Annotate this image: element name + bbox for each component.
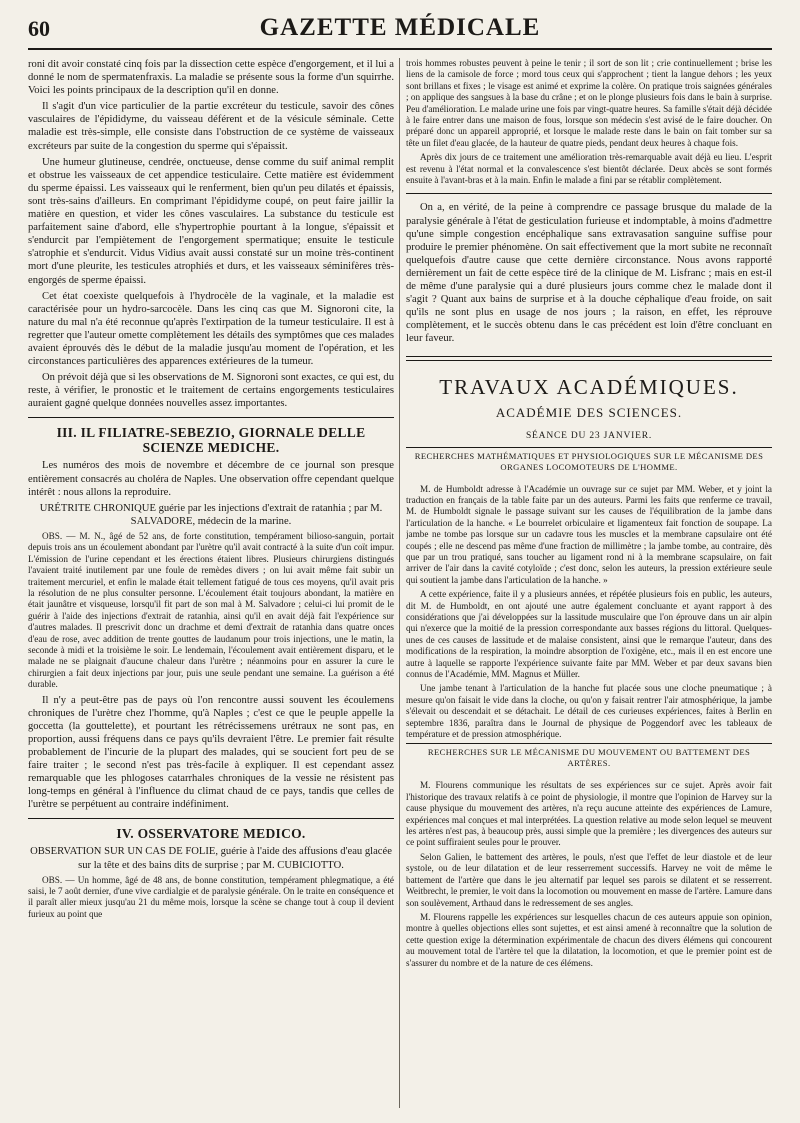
paragraph: Une humeur glutineuse, cendrée, onctueuse, dense comme du suif animal remplit et obstrue les vaisseaux de cet appendice testiculaire. Cette matière est évidemment du sperme épaissi. Les vaisseaux qui le renferment, bien qu'un peu dilatés et épaissis, sont très-sains d'ailleurs. En comprimant l'épididyme coupé, on peut faire jaillir la matière en question, et vider les cônes vasculaires. La substance du testicule est parfaitement saine d'abord, elle s'hypertrophie pourtant à la longue, s'épaissit et s'endurcit par l'empiètement de l'engorgement spermatique; ensuite le testicule s'atrophie et s'endurcit. Vidus Vidius avait aussi constaté sur un moine très-continent mort d'une pleurite, les testicules atrophiés et durs, et les vaisseaux séminifères très-engorgés de sperme épaissi. [28, 156, 394, 286]
section-heading: IV. OSSERVATORE MEDICO. [116, 826, 306, 842]
session-date: SÉANCE DU 23 JANVIER. [525, 430, 653, 441]
right-column [406, 58, 772, 1118]
section-divider [28, 417, 394, 418]
journal-title: GAZETTE MÉDICALE [259, 14, 541, 41]
section-divider [406, 356, 772, 361]
section-title: TRAVAUX ACADÉMIQUES. [439, 374, 739, 399]
section-divider [28, 818, 394, 819]
observation-text: Après dix jours de ce traitement une amélioration très-remarquable avait déjà eu lieu. L'esprit est revenu à l'état normal et la convalescence s'est bientôt déclarée. Deux abcès se sont formés ensuite à l'avant-bras et à la main. Enfin le malade a fini par se rétablir complètement. [406, 152, 772, 186]
research-heading: RECHERCHES SUR LE MÉCANISME DU MOUVEMENT OU BATTEMENT DES ARTÈRES. [406, 743, 772, 772]
article-heading: URÉTRITE CHRONIQUE guérie par les injections d'extrait de ratanhia ; par M. SALVADORE, médecin de la marine. [39, 502, 383, 527]
paragraph: On a, en vérité, de la peine à comprendre ce passage brusque du malade de la paralysie générale à l'état de gesticulation furieuse et indomptable, à moins d'admettre qu'une simple congestion encéphalique sans extravasation sanguine suffise pour produire le premier phénomène. On sait effectivement que la mort subite ne reconnaît quelquefois d'autre cause que cette dernière circonstance. Nous avons rapporté dernièrement un fait de cette espèce tiré de la clinique de M. Lisfranc ; mais en est-il de même d'une paralysie qui a duré plusieurs jours comme chez le malade dont il s'agit ? Quant aux bains de surprise et à la douche céphalique d'eau froide, on sait qu'ils ne sont plus en usage de nos jours ; la raison, en effet, les réprouve complètement, et le succès obtenu dans le cas précédent est loin d'être concluant en leur faveur. [406, 202, 772, 345]
left-column [28, 58, 394, 1118]
paragraph: M. Flourens rappelle les expériences sur lesquelles chacun de ces auteurs appuie son opinion, montre à quelles objections elles sont sujettes, et est ainsi amené à reconnaître que la solution de cette question exige la détermination expérimentale de chacun des divers élémens qui concourent au mouvement total de l'artère tel que la dilatation, la locomotion, et que le premier point est de s'assurer du nombre et de la nature de ces élémens. [406, 911, 772, 968]
page-header [28, 14, 772, 50]
paragraph: Cet état coexiste quelquefois à l'hydrocèle de la vaginale, et la maladie est caractérisée pour un hydro-sarcocèle. Dans les cinq cas que M. Signoroni cite, la nature du mal n'a été reconnue qu'après l'extirpation de la tumeur testiculaire. Il est à regretter que l'auteur omette complètement les détails des symptômes que ces malades avaient éprouvés dès le début de la maladie jusqu'au moment de l'opération, et les circonstances particulières des apparences extérieures de la tumeur. [28, 290, 394, 368]
column-divider [399, 58, 400, 1108]
paragraph: Une jambe tenant à l'articulation de la hanche fut placée sous une cloche pneumatique ; à mesure qu'on faisait le vide dans la cloche, ou qu'on y faisait rentrer l'air atmosphérique, la jambe s'élevait ou descendait et se détachait. Le détail de ces curieuses expériences, faites à Berlin en septembre 1836, paraîtra dans le Journal de physique de Poggendorf avec les tableaux de température et de pression atmosphérique. [406, 683, 772, 740]
paragraph: M. de Humboldt adresse à l'Académie un ouvrage sur ce sujet par MM. Weber, et y joint la traduction en français de la table faite par un des auteurs. Parmi les faits que renferme ce travail, M. de Humboldt signale le passage suivant sur les causes de l'équilibration de la jambe dans l'articulation de la hanche. « Le bourrelet orbiculaire et ligamenteux fait fonction de soupape. La jambe ne tombe pas lorsque sur un cadavre tous les muscles et la membrane capsulaire ont été coupés ; elle ne descend pas même d'une fraction de millimètre ; la jambe tombe, au contraire, dès que par un trou pratiqué, sans toucher au ligament rond ni à la membrane scapsulaire, on fait arriver de l'air dans la cavité cotyloïde ; c'est donc, selon les auteurs, la pression extérieure seule qui soutient la jambe dans l'articulation de la hanche. » [406, 483, 772, 585]
observation-text: OBS. — M. N., âgé de 52 ans, de forte constitution, tempérament bilioso-sanguin, portait depuis trois ans un écoulement abondant par l'urètre qu'il avait contracté à la suite d'un coït impur. L'émission de l'urine cependant et les érections étaient libres. Plusieurs chirurgiens distingués l'avaient traité inutilement par une foule de remèdes divers ; on lui avait même fait subir un traitement mercuriel, et enfin le malade était tellement fatigué de tous ces moyens, qu'il avait pris la résolution de ne plus consulter personne. L'écoulement était toujours abondant, la matière en était jaunâtre et visqueuse, lorsqu'il fit part de son mal à M. Salvadore ; celui-ci lui promit de le guérir à l'aide des injections d'extrait de ratanhia, ainsi qu'il en avait déjà fait l'expérience sur d'autres malades. Il prescrivit donc un drachme et demi d'extrait de ratanhia dans quatre onces d'eau de rose, avec addition de trente gouttes de laudanum pour trois injections, une le matin, la seconde à midi et la troisième le soir. Le lendemain, l'écoulement avait entièrement disparu, et le malade ne se plaignait d'aucune chaleur dans l'urètre ; néanmoins pour en assurer la cure le chirurgien a fait deux injections par jour, puis une seule pendant une semaine. La guérison a été durable. [28, 530, 394, 690]
observation-text: OBS. — Un homme, âgé de 48 ans, de bonne constitution, tempérament phlegmatique, a été saisi, le 7 août dernier, d'une vive cardialgie et de paralysie générale. On le traite en conséquence et il paraît aller mieux jusqu'au 21 du même mois, lorsque la scène se change tout à coup il devient furieux au point que [28, 874, 394, 919]
section-heading: III. IL FILIATRE-SEBEZIO, GIORNALE DELLE SCIENZE MEDICHE. [56, 425, 366, 456]
observation-text: trois hommes robustes peuvent à peine le tenir ; il sort de son lit ; crie continuellement ; brise les liens de la camisole de force ; mord tous ceux qui s'approchent ; tient la langue dehors ; les yeux sont brillans et fixes ; le visage est animé et exprime la colère. On pratique trois saignées générales ; on applique des sangsues à la base du crâne ; et on le plonge plusieurs fois dans le bain à surprise. Peu d'amélioration. Le malade urine une fois par vingt-quatre heures. Sa famille s'était déjà décidée à le faire entrer dans une maison de fous, lorsque son médecin s'est avisé de le faire doucher. On préparé donc un appareil approprié, et lorsque le malade reste dans le bain on fait tomber sur sa tête un filet d'eau glacée, de la hauteur de quatre pieds, pendant deux heures à chaque fois. [406, 58, 772, 148]
paragraph: A cette expérience, faite il y a plusieurs années, et répétée plusieurs fois en public, les auteurs, dit M. de Humboldt, en ont ajouté une autre également concluante et ayant rapport à des considérations que j'ai développées sur la lassitude musculaire que l'on éprouve dans un air alpin qui n'exerce que la moitié de la pression correspondante aux basses régions du littoral. Quelques-unes de ces causes de lassitude et de malaise consistent, ainsi que le remarque l'auteur, dans des modifications de la respiration, la moindre absorption de l'oxigène, etc., mais il en est encore une autre à laquelle se rapporte l'expérience suivante faite par MM. Weber et par deux savans bien connus de l'Académie, MM. Magnus et Müller. [406, 589, 772, 679]
paragraph: Selon Galien, le battement des artères, le pouls, n'est que l'effet de leur diastole et de leur systole, ou de leur dilatation et de leur resserrement successifs. Harvey ne voit de même le battement de l'artère que dans le jeu alternatif par lequel ses parois se dilatent et se resserrent. Weitbrecht, le premier, le voit dans la locomotion ou mouvement en masse de l'artère. Lamure dans son soulèvement, Arthaud dans le redressement de ses angles. [406, 851, 772, 908]
paragraph: Il s'agit d'un vice particulier de la partie excréteur du testicule, savoir des cônes vasculaires de l'épididyme, du vaisseau déférent et de la vésicule séminale. Cette maladie est très-simple, elle consiste dans l'obstruction de ce système de vaisseaux excréteurs par suite de la congestion du sperme qui s'épaissit. [28, 101, 394, 152]
research-heading: RECHERCHES MATHÉMATIQUES ET PHYSIOLOGIQUES SUR LE MÉCANISME DES ORGANES LOCOMOTEURS DE L'HOMME. [406, 447, 772, 476]
paragraph: roni dit avoir constaté cinq fois par la dissection cette espèce d'engorgement, et il lui a donné le nom de spermatenfraxis. La maladie se présente sous la forme d'un squirrhe. Voici les points principaux de la description qu'il en donne. [28, 59, 394, 97]
academy-heading: ACADÉMIE DES SCIENCES. [495, 404, 683, 420]
paragraph: Les numéros des mois de novembre et décembre de ce journal son presque entièrement consacrés au choléra de Naples. Une observation offre cependant quelque intérêt : nous allons la reproduire. [28, 460, 394, 498]
section-divider [406, 193, 772, 194]
page-number: 60 [28, 16, 50, 41]
article-heading: OBSERVATION SUR UN CAS DE FOLIE, guérie à l'aide des affusions d'eau glacée sur la tête et des bains dits de surprise ; par M. CUBICIOTTO. [30, 846, 392, 871]
paragraph: On prévoit déjà que si les observations de M. Signoroni sont exactes, ce qui est, du reste, à vérifier, le pronostic et le traitement de certains engorgements testiculaires auraient gagné quelque données nouvelles assez importantes. [28, 372, 394, 410]
paragraph: Il n'y a peut-être pas de pays où l'on rencontre aussi souvent les écoulemens chroniques de l'urètre chez l'homme, qu'à Naples ; c'est ce que le peuple appelle la goccetta (la gouttelette), et pourtant les rétrécissemens urétraux ne sont pas, en proportion, aussi fréquens dans ce pays qu'ils devraient l'être. Le premier fait résulte probablement de l'incurie de la plupart des malades, qui se soucient fort peu de se faire traiter ; le second n'est pas très-facile à expliquer. Il est cependant assez remarquable que les phlogoses catarrhales chroniques de la vessie ne résistent pas long-temps en général à l'influence du climat chaud de ce pays, tandis que celles de l'urètre se perpétuent au contraire indéfiniment. [28, 694, 394, 811]
paragraph: M. Flourens communique les résultats de ses expériences sur ce sujet. Après avoir fait l'historique des travaux relatifs à ce point de physiologie, il montre que l'opinion de Harvey sur la cause physique du mouvement des artères, n'a reçu aucune atteinte des expériences de Lamure, expériences mal conçues et mal interprétées. La question relative au mode selon lequel se meuvent les artères n'est pas, à beaucoup près, aussi simple que la première ; les divergences des auteurs sur ce point suffiraient seules pour le prouver. [406, 780, 772, 848]
